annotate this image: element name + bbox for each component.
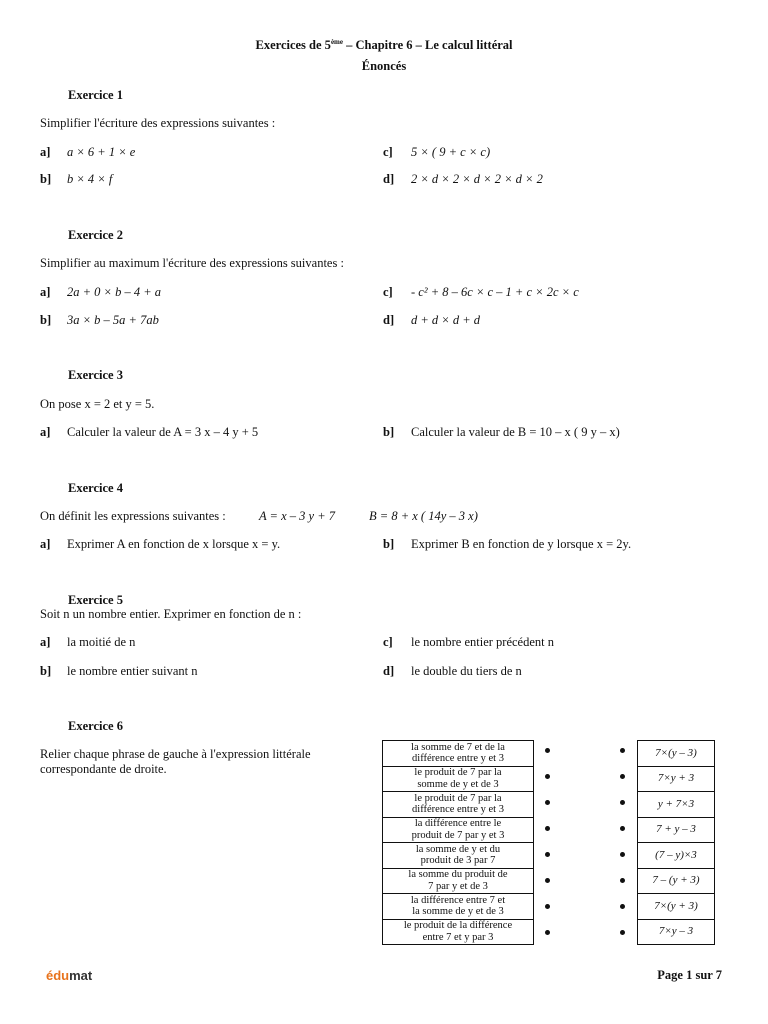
- page-title: Exercices de 5ème – Chapitre 6 – Le calcul littéral: [255, 38, 513, 53]
- ex1-label-a: a]: [40, 145, 51, 159]
- table-row: [383, 766, 534, 792]
- ex2-expr-c: - c² + 8 – 6c × c – 1 + c × 2c × c: [411, 285, 579, 299]
- ex2-expr-a: 2a + 0 × b – 4 + a: [67, 285, 162, 299]
- exercise-3-intro: On pose x = 2 et y = 5.: [40, 397, 155, 411]
- left-dot-1[interactable]: [545, 748, 550, 753]
- right-dot-3[interactable]: [620, 800, 625, 805]
- ex4-text-b: Exprimer B en fonction de y lorsque x = 2y.: [411, 537, 632, 551]
- table-row: [383, 817, 534, 843]
- expression-cell: (7 – y)×3: [638, 843, 715, 869]
- table-row: [638, 894, 715, 920]
- ex1-label-c: c]: [383, 145, 393, 159]
- left-dot-3[interactable]: [545, 800, 550, 805]
- table-row: [638, 741, 715, 767]
- left-dot-4[interactable]: [545, 826, 550, 831]
- educmat-logo: édumat: [46, 968, 93, 983]
- phrase-cell: le produit de 7 par la différence entre y et 3: [383, 792, 534, 818]
- right-dot-4[interactable]: [620, 826, 625, 831]
- ex1-expr-a: a × 6 + 1 × e: [67, 145, 136, 159]
- expression-cell: 7×(y – 3): [638, 741, 715, 767]
- left-dot-6[interactable]: [545, 878, 550, 883]
- ex5-label-d: d]: [383, 664, 395, 678]
- expression-cell: y + 7×3: [638, 792, 715, 818]
- ex4-text-a: Exprimer A en fonction de x lorsque x = y.: [67, 537, 281, 551]
- expression-cell: 7×(y + 3): [638, 894, 715, 920]
- ex5-label-c: c]: [383, 635, 393, 649]
- table-row: [383, 843, 534, 869]
- right-dot-6[interactable]: [620, 878, 625, 883]
- ex5-text-c: le nombre entier précédent n: [411, 635, 554, 649]
- expression-cell: 7×y – 3: [638, 919, 715, 945]
- ex3-label-b: b]: [383, 425, 395, 439]
- ex5-text-d: le double du tiers de n: [411, 664, 522, 678]
- left-dot-2[interactable]: [545, 774, 550, 779]
- phrase-cell: la différence entre le produit de 7 par y et 3: [383, 817, 534, 843]
- table-row: [638, 919, 715, 945]
- exercise-2-title: Exercice 2: [68, 228, 123, 242]
- table-row: [638, 817, 715, 843]
- expressions-table: [637, 740, 715, 945]
- phrase-cell: le produit de 7 par la somme de y et de 3: [383, 766, 534, 792]
- ex4-label-b: b]: [383, 537, 395, 551]
- phrases-table: [382, 740, 534, 945]
- exercise-6-instruction-line2: correspondante de droite.: [40, 762, 167, 776]
- ex2-label-b: b]: [40, 313, 52, 327]
- ex5-text-a: la moitié de n: [67, 635, 136, 649]
- table-row: [383, 868, 534, 894]
- ex1-label-d: d]: [383, 172, 395, 186]
- ex3-text-a: Calculer la valeur de A = 3 x – 4 y + 5: [67, 425, 259, 439]
- expression-cell: 7×y + 3: [638, 766, 715, 792]
- ex5-label-b: b]: [40, 664, 52, 678]
- phrase-cell: le produit de la différence entre 7 et y par 3: [383, 919, 534, 945]
- exercise-6-instruction-line1: Relier chaque phrase de gauche à l'expression littérale: [40, 747, 311, 761]
- ex1-label-b: b]: [40, 172, 52, 186]
- left-dot-7[interactable]: [545, 904, 550, 909]
- exercise-5-intro: Soit n un nombre entier. Exprimer en fonction de n :: [40, 607, 302, 621]
- expression-cell: 7 – (y + 3): [638, 868, 715, 894]
- ex4-label-a: a]: [40, 537, 51, 551]
- table-row: [638, 868, 715, 894]
- phrase-cell: la somme du produit de 7 par y et de 3: [383, 868, 534, 894]
- ex2-label-a: a]: [40, 285, 51, 299]
- ex2-label-c: c]: [383, 285, 393, 299]
- page-number: Page 1 sur 7: [657, 968, 722, 982]
- ex4-expression-b: B = 8 + x ( 14y – 3 x): [369, 509, 478, 523]
- phrase-cell: la somme de y et du produit de 3 par 7: [383, 843, 534, 869]
- table-row: [638, 792, 715, 818]
- exercise-4-title: Exercice 4: [68, 481, 123, 495]
- page-subtitle: Énoncés: [361, 59, 407, 73]
- expression-cell: 7 + y – 3: [638, 817, 715, 843]
- table-row: [638, 843, 715, 869]
- exercise-5-title: Exercice 5: [68, 593, 123, 607]
- exercise-1-title: Exercice 1: [68, 88, 123, 102]
- table-row: [383, 741, 534, 767]
- table-row: [383, 894, 534, 920]
- left-dot-5[interactable]: [545, 852, 550, 857]
- ex3-text-b: Calculer la valeur de B = 10 – x ( 9 y – x): [411, 425, 620, 439]
- left-dot-8[interactable]: [545, 930, 550, 935]
- exercise-6-title: Exercice 6: [68, 719, 123, 733]
- ex1-expr-d: 2 × d × 2 × d × 2 × d × 2: [411, 172, 543, 186]
- ex5-text-b: le nombre entier suivant n: [67, 664, 198, 678]
- right-dot-8[interactable]: [620, 930, 625, 935]
- ex2-expr-d: d + d × d + d: [411, 313, 481, 327]
- phrase-cell: la différence entre 7 et la somme de y et de 3: [383, 894, 534, 920]
- ex3-label-a: a]: [40, 425, 51, 439]
- exercise-2-instruction: Simplifier au maximum l'écriture des expressions suivantes :: [40, 256, 344, 270]
- exercise-3-title: Exercice 3: [68, 368, 123, 382]
- ex5-label-a: a]: [40, 635, 51, 649]
- ex1-expr-c: 5 × ( 9 + c × c): [411, 145, 491, 159]
- table-row: [638, 766, 715, 792]
- table-row: [383, 792, 534, 818]
- right-dot-2[interactable]: [620, 774, 625, 779]
- ex4-expression-a: A = x – 3 y + 7: [259, 509, 336, 523]
- exercise-4-intro: On définit les expressions suivantes :: [40, 509, 226, 523]
- right-dot-1[interactable]: [620, 748, 625, 753]
- table-row: [383, 919, 534, 945]
- ex1-expr-b: b × 4 × f: [67, 172, 113, 186]
- exercise-1-instruction: Simplifier l'écriture des expressions suivantes :: [40, 116, 276, 130]
- right-dot-5[interactable]: [620, 852, 625, 857]
- right-dot-7[interactable]: [620, 904, 625, 909]
- ex2-label-d: d]: [383, 313, 395, 327]
- ex2-expr-b: 3a × b – 5a + 7ab: [67, 313, 159, 327]
- phrase-cell: la somme de 7 et de la différence entre y et 3: [383, 741, 534, 767]
